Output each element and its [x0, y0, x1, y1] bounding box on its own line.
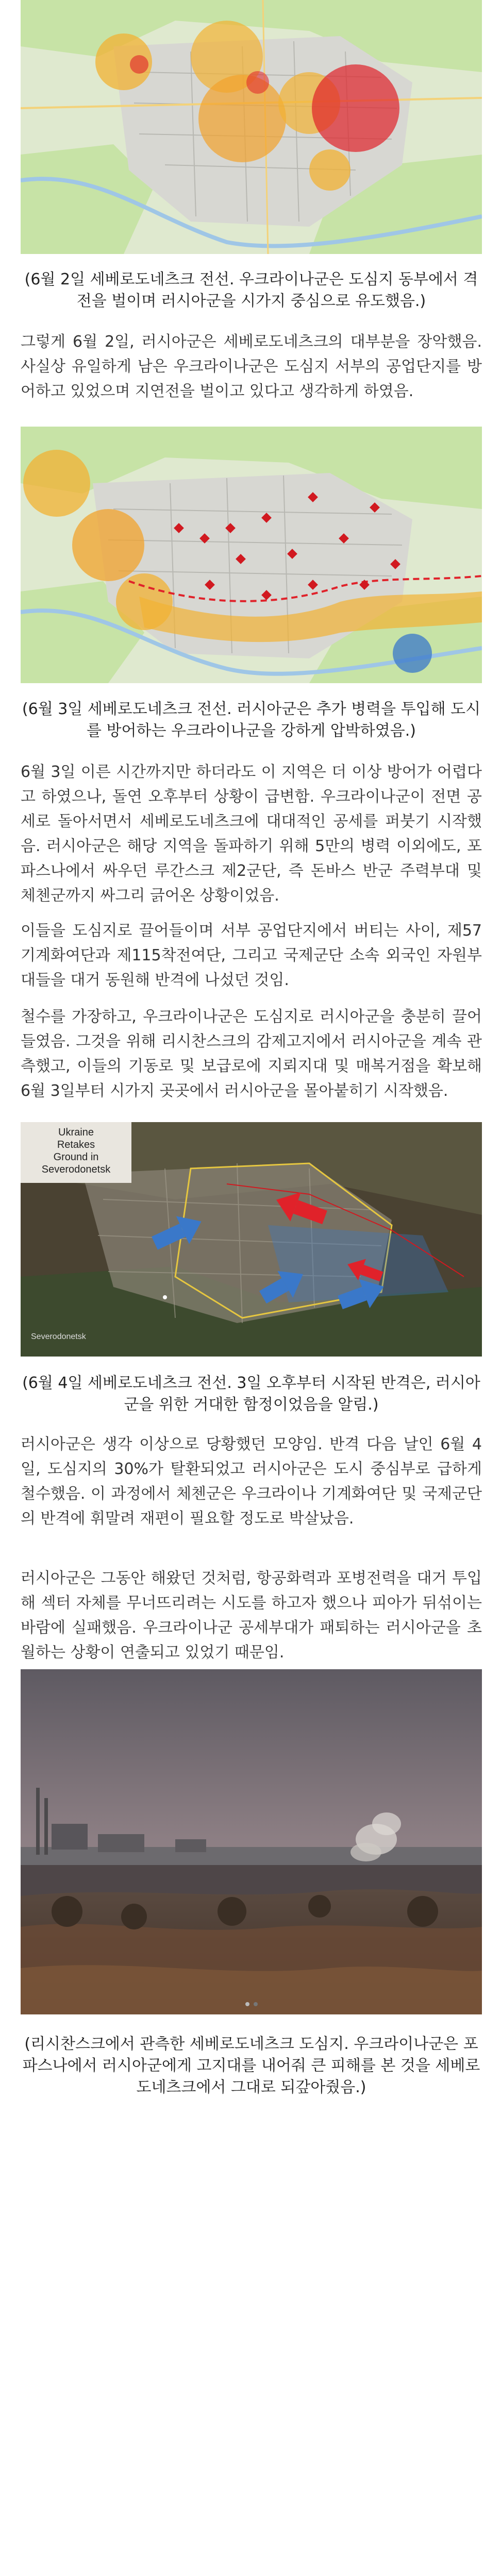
paragraph-5: 러시아군은 생각 이상으로 당황했던 모양임. 반격 다음 날인 6월 4일, 도심지의 30%가 탈환되었고 러시아군은 도시 중심부로 급하게 철수했음. 이 과정에서 체첸군은 우크라이나 기계화여단 및 국제군단의 반격에 휘말려 재편이 필요할 정도로 박살났음. — [21, 1435, 482, 1528]
paragraph-6: 러시아군은 그동안 해왔던 것처럼, 항공화력과 포병전력을 대거 투입해 섹터 자체를 무너뜨리려는 시도를 하고자 했으나 피아가 뒤섞이는 바람에 실패했음. 우크라이나군 공세부대가 패퇴하는 러시아군을 초월하는 상황이 연출되고 있었기 때문임. — [21, 1569, 482, 1662]
caption-map-june-3: (6월 3일 세베로도네츠크 전선. 러시아군은 추가 병력을 투입해 도시를 방어하는 우크라이나군을 강하게 압박하였음.) — [22, 700, 481, 740]
satellite-title: Ukraine Retakes Ground in Severodonetsk — [41, 1127, 111, 1175]
paragraph-3: 이들을 도심지로 끌어들이며 서부 공업단지에서 버티는 사이, 제57기계화여단과 제115착전여단, 그리고 국제군단 소속 외국인 자원부대들을 대거 동원해 반격에 나섰던 것임. — [21, 922, 482, 989]
caption-map-june-2: (6월 2일 세베로도네츠크 전선. 우크라이나군은 도심지 동부에서 격전을 벌이며 러시아군을 시가지 중심으로 유도했음.) — [24, 270, 478, 310]
caption-satellite-june-4: (6월 4일 세베로도네츠크 전선. 3일 오후부터 시작된 반격은, 러시아군을 위한 거대한 함정이었음을 알림.) — [22, 1374, 480, 1414]
satellite-june-4 — [21, 1122, 482, 1357]
paragraph-4: 철수를 가장하고, 우크라이나군은 도심지로 러시아군을 충분히 끌어들였음. 그것을 위해 리시찬스크의 감제고지에서 러시아군을 계속 관측했고, 이들의 기동로 및 보급로에 지뢰지대 및 매복거점을 확보해 6월 3일부터 시가지 곳곳에서 러시아군을 몰아붙히기 시작했음. — [21, 1008, 482, 1100]
paragraph-1: 그렇게 6월 2일, 러시아군은 세베로도네츠크의 대부분을 장악했음. 사실상 유일하게 남은 우크라이나군은 도심지 서부의 공업단지를 방어하고 있었으며 지연전을 벌이고 있다고 생각하게 하였음. — [21, 333, 482, 400]
photo-severodonetsk-skyline — [21, 1669, 482, 2014]
map-june-2 — [21, 0, 482, 254]
map-june-3 — [21, 427, 482, 683]
caption-photo-city: (리시찬스크에서 관측한 세베로도네츠크 도심지. 우크라이나군은 포파스나에서 러시아군에게 고지대를 내어줘 큰 피해를 본 것을 세베로도네츠크에서 그대로 되갚아줬음.) — [22, 2035, 480, 2096]
paragraph-2: 6월 3일 이른 시간까지만 하더라도 이 지역은 더 이상 방어가 어렵다고 하였으나, 돌연 오후부터 상황이 급변함. 우크라이나군이 전면 공세로 돌아서면서 세베로도네츠크에 대대적인 공세를 퍼붓기 시작했음. 러시아군은 해당 지역을 돌파하기 위해 5만의 병력 이외에도, 포파스나에서 싸우던 루간스크 제2군단, 즉 돈바스 반군 주력부대 및 체첸군까지 싸그리 긁어온 상황이었음. — [21, 763, 482, 905]
satellite-place-label: Severodonetsk — [31, 1332, 86, 1341]
